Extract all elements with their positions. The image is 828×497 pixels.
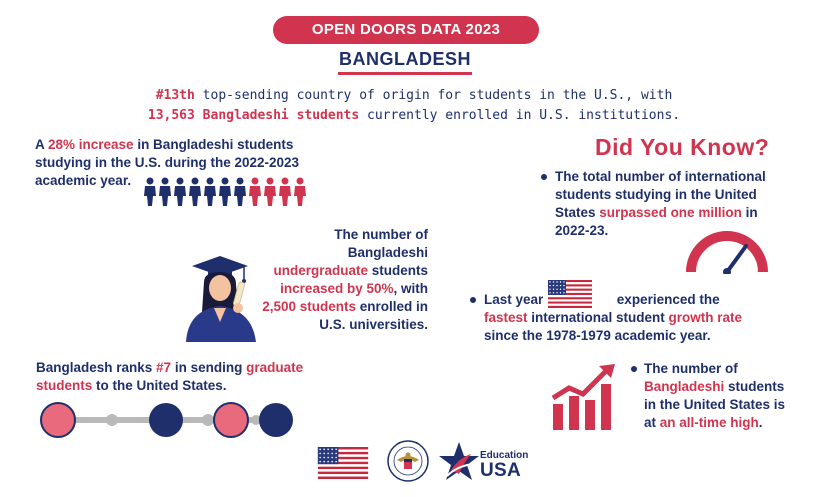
dyk3-h2: an all-time high: [659, 415, 759, 430]
intro-line1: top-sending country of origin for students in the U.S., with: [194, 88, 673, 103]
dyk2-p3: international student: [527, 310, 669, 325]
person-icon: [294, 178, 306, 207]
person-icon: [204, 178, 216, 207]
graduate-student-illustration: [178, 252, 262, 342]
ug-p3: , with: [393, 281, 428, 296]
dyk3-p2: students in the United States is at: [644, 379, 786, 430]
grad-p2: in sending: [171, 360, 247, 375]
increase-highlight: 28% increase: [48, 137, 134, 152]
people-row: [143, 177, 308, 207]
person-icon: [279, 178, 291, 207]
educationusa-star-logo: [437, 440, 481, 484]
dyk1-p1: The total number of international students studying in the United States: [555, 169, 766, 220]
person-icon: [234, 178, 246, 207]
bullet-icon: [470, 297, 476, 303]
growth-chart-icon: [549, 362, 617, 432]
rank-highlight: #13th: [155, 88, 195, 103]
educationusa-logo-text: [480, 450, 540, 481]
person-icon: [219, 178, 231, 207]
person-icon: [174, 178, 186, 207]
increase-pre: A: [35, 137, 48, 152]
person-icon: [264, 178, 276, 207]
dyk3-h1: Bangladeshi: [644, 379, 725, 394]
undergraduate-stat: [258, 226, 428, 334]
logo-bottom-text: USA: [480, 460, 522, 481]
grad-h2: graduate students: [36, 360, 304, 393]
dyk-item-2: [484, 291, 774, 345]
ug-h3: 2,500 students: [262, 299, 356, 314]
ug-h1: undergraduate: [273, 263, 368, 278]
bullet-icon: [541, 174, 547, 180]
did-you-know-title: Did You Know?: [595, 134, 770, 160]
ug-p1: The number of Bangladeshi: [334, 227, 428, 260]
ug-p2: students: [367, 263, 428, 278]
person-icon: [159, 178, 171, 207]
graduate-stat: [36, 359, 336, 395]
grad-p1: Bangladesh ranks: [36, 360, 157, 375]
dyk2-p4: since the 1978-1979 academic year.: [484, 328, 711, 343]
ug-p4: enrolled in U.S. universities.: [319, 299, 428, 332]
intro-text: [140, 86, 688, 126]
title-underline: [338, 72, 472, 75]
dyk2-h2: growth rate: [668, 310, 743, 325]
grad-p3: to the United States.: [92, 378, 227, 393]
dyk3-p3: .: [758, 415, 763, 430]
person-icon: [144, 178, 156, 207]
title-banner: OPEN DOORS DATA 2023: [273, 16, 539, 44]
dyk-item-3: [644, 360, 794, 432]
dyk3-p1: The number of: [644, 361, 738, 376]
us-flag-icon: [313, 447, 373, 479]
intro-line2: currently enrolled in U.S. institutions.: [359, 108, 681, 123]
person-icon: [249, 178, 261, 207]
logo-top-text: Education: [480, 450, 529, 461]
dyk2-h1: fastest: [484, 310, 528, 325]
dyk1-h1: surpassed one million: [599, 205, 742, 220]
embassy-seal-icon: [387, 440, 429, 482]
dyk1-p2: in 2022-23.: [555, 205, 758, 238]
us-flag-icon: [548, 280, 592, 308]
grad-h1: #7: [156, 360, 172, 375]
increase-post: in Bangladeshi students studying in the U.S. during the 2022-2023 academic year.: [35, 137, 300, 188]
ug-h2: increased by 50%: [280, 281, 394, 296]
country-title: BANGLADESH: [338, 49, 471, 69]
bullet-icon: [631, 366, 637, 372]
count-highlight: 13,563 Bangladeshi students: [147, 108, 360, 123]
dyk2-p2: experienced the: [613, 292, 720, 307]
person-icon: [189, 178, 201, 207]
gauge-icon: [684, 228, 770, 274]
molecule-icon: [36, 398, 296, 442]
dyk2-p1: Last year: [484, 292, 548, 307]
